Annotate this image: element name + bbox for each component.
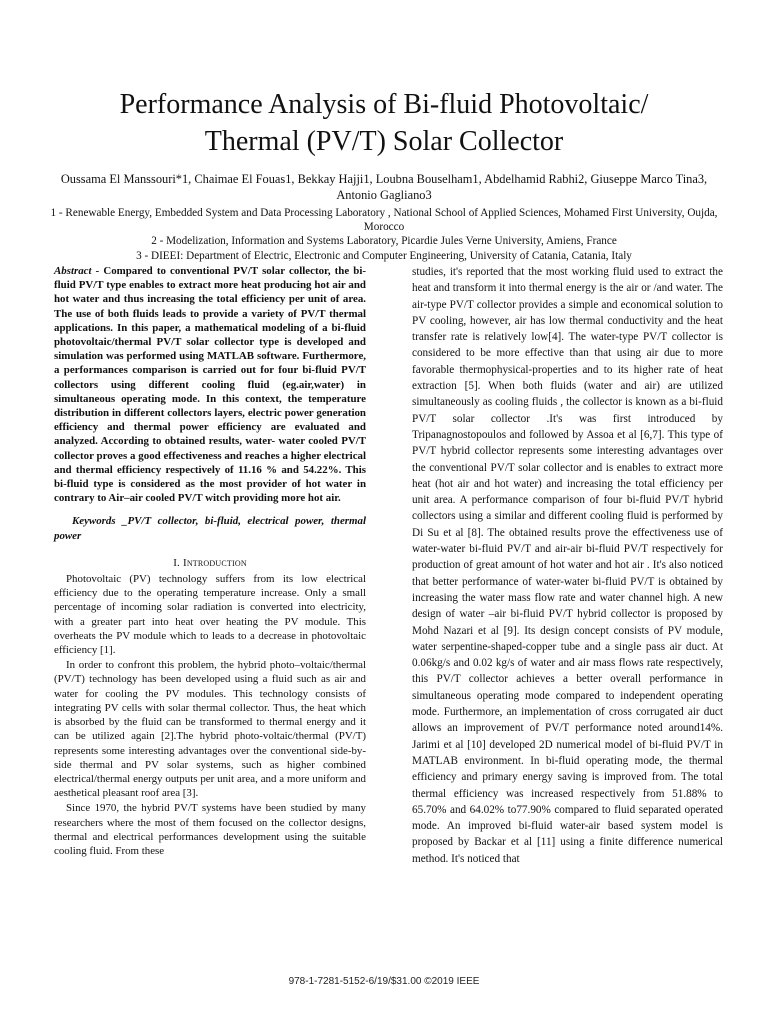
abstract-text: Compared to conventional PV/T solar collector, the bi-fluid PV/T type enables to extract more heat producing hot air and hot water and thus increasing the total efficiency per unit of area. The use of both fluids leads to provide a variety of PV/T thermal applications. In this paper, a mathematical modeling of a bi-fluid photovoltaic/thermal PV/T solar collector type is developed and simulation was performed using MATLAB software. Furthermore, a performances comparison is carried out for four bi-fluid PV/T collectors using different cooling fluid (eg.air,water) in simultaneous operating mode. In this context, the temperature distribution in different collectors layers, electric power generation efficiency and thermal power efficiency are evaluated and analyzed. According to obtained results, water- water cooled PV/T collector proves a good effectiveness and reaches a higher electrical and thermal efficiency respectively of 11.16 % and 54.22%. This bi-fluid type is considered as the most provider of hot water in contrary to Air–air cooled PV/T witch providing more hot air. [54, 265, 366, 505]
abstract [54, 264, 366, 505]
copyright-footer: 978-1-7281-5152-6/19/$31.00 ©2019 IEEE [288, 976, 480, 987]
title-line-2: Thermal (PV/T) Solar Collector [204, 126, 564, 157]
title-line-1: Performance Analysis of Bi-fluid Photovoltaic/ [119, 89, 649, 120]
affiliations [48, 206, 720, 263]
affiliation-3: 3 - DIEEI: Department of Electric, Electronic and Computer Engineering, University of Catania, Catania, Italy [136, 249, 632, 262]
affiliation-1: 1 - Renewable Energy, Embedded System and Data Processing Laboratory , National School of Applied Sciences, Mohamed First University, Oujda, Morocco [50, 207, 718, 234]
intro-paragraph-2: In order to confront this problem, the hybrid photo–voltaic/thermal (PV/T) technology has been developed using a fluid such as air and water for cooling the PV modules. This technology consists of integrating PV cells with solar thermal collector. Thus, the heat which is absorbed by the fluid can be transformed to thermal energy and it can be utilized again [2].The hybrid photo-voltaic/thermal (PV/T) represents some interesting advantages over the conventional side-by-side thermal and PV solar systems, such as higher combined electrical/thermal energy outputs per unit area, and a more uniform and aesthetical pleasant roof area [3]. [54, 659, 366, 800]
keywords: Keywords _PV/T collector, bi-fluid, electrical power, thermal power [54, 515, 366, 542]
intro-paragraph-continued: studies, it's reported that the most working fluid used to extract the heat and transform it into thermal energy is the air or /and water. The air-type PV/T collector provides a simple and economical solution to PV cooling, however, air has low thermal conductivity and the heat transfer rate is relatively low[4]. The water-type PV/T collector is considered to be more effective than that using air due to more favorable thermophysical-properties and to its higher rate of heat extraction [5]. When both fluids (water and air) are utilized simultaneously as cooling fluids , the collector is known as a bi-fluid PV/T solar collector .It's was first introduced by Tripanagnostopoulos and followed by Assoa et al [6,7]. This type of PV/T hybrid collector represents some interesting advantages over the conventional PV/T solar collector and is enables to extract more heat (hot air and hot water) and increasing the total efficiency per unit area. A performance comparison of four bi-fluid PV/T hybrid collectors using a similar and different cooling fluid is performed by Di Su et al [8]. The obtained results prove the effectiveness use of water-water bi-fluid PV/T and air-air bi-fluid PV/T respectively for production of great amount of hot water and hot air . It's also noticed that better performance of water-water bi-fluid PV/T is obtained by increasing the water mass flow rate and water channel high. A new design of water –air bi-fluid PV/T hybrid collector is proposed by Mohd Nazari et al [9]. Its design concept consists of PV module, water serpentine-shaped-copper tube and a single pass air duct. At 0.06kg/s and 0.02 kg/s of water and air mass flows rate respectively, this PV/T collector achieves a better overall performance in simultaneous operating mode compared to independent operating mode. Furthermore, an implementation of cross corrugated air duct allows an improvement of PV/T performance noted around14%. Jarimi et al [10] developed 2D numerical model of bi-fluid PV/T in MATLAB environment. In bi-fluid operating mode, the thermal efficiency and primary energy saving is improved from. The total thermal efficiency was increased respectively from 51.88% to 65.70% and 64.02% to77.90% compared to fluid separated operated mode. An improved bi-fluid water-air based system model is proposed by Backar et al [11] using a finite difference numerical method. It's noticed that [412, 266, 723, 865]
section-number: I. [173, 556, 181, 569]
intro-paragraph-3: Since 1970, the hybrid PV/T systems have been studied by many researchers where the most of them focused on the collector designs, thermal and electrical performances development using the suitable cooling fluid. From these [54, 802, 366, 857]
author-list: Oussama El Manssouri*1, Chaimae El Fouas1, Bekkay Hajji1, Loubna Bouselham1, Abdelhamid Rabhi2, Giuseppe Marco Tina3, Antonio Gagliano3 [60, 172, 708, 202]
affiliation-2: 2 - Modelization, Information and Systems Laboratory, Picardie Jules Verne University, Amiens, France [151, 235, 617, 248]
section-heading [54, 556, 366, 570]
intro-paragraph-1: Photovoltaic (PV) technology suffers from its low electrical efficiency due to the operating temperature increase. Only a small percentage of incoming solar radiation is converted into electricity, with a greater part into heat over heating the PV module. This overheats the PV module which to leads to a decrease in photovoltaic efficiency [1]. [54, 573, 366, 657]
paper-title [40, 86, 728, 160]
section-title: Introduction [182, 556, 247, 569]
abstract-label: Abstract - [54, 265, 100, 277]
left-column [54, 264, 366, 858]
right-column [412, 264, 723, 867]
